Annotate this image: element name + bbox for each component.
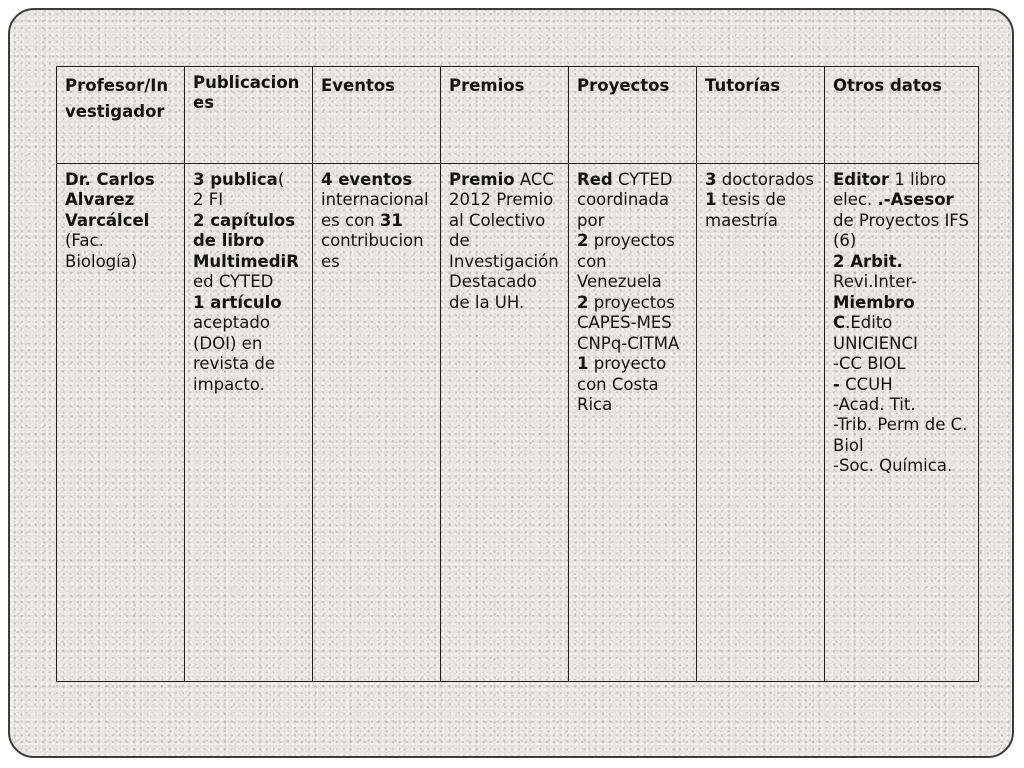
eventos-2-rest: contribuciones	[321, 231, 424, 271]
header-tutorias: Tutorías	[697, 67, 825, 164]
tut-1-bold: 3	[705, 170, 717, 189]
cell-otros	[825, 164, 979, 682]
cell-profesor	[57, 164, 185, 682]
cell-proyectos	[569, 164, 697, 682]
otros-6: -CC BIOL	[833, 354, 906, 374]
otros-1-bold: Editor	[833, 170, 890, 189]
cell-premios	[441, 164, 569, 682]
pub-3-bold: 2 capítulos de libro MultimediR	[193, 210, 299, 271]
header-premios: Premios	[441, 67, 569, 164]
otros-4-bold: Miembro	[833, 292, 915, 312]
otros-1-rest: 1 libro elec.	[833, 170, 947, 210]
pub-1-bold: 3 publica	[193, 170, 278, 189]
pub-4-bold: 1 artículo	[193, 292, 282, 312]
profesor-faculty-1: (Fac.	[65, 231, 104, 251]
pub-3-rest: ed CYTED	[193, 272, 274, 292]
proy-1-bold: Red	[577, 170, 613, 189]
eventos-1-bold: 4 eventos	[321, 170, 413, 189]
otros-5-bold: C	[833, 313, 846, 333]
tut-2-rest: tesis de maestría	[705, 190, 787, 230]
profesor-faculty-2: Biología)	[65, 251, 138, 271]
proy-4-rest: proyecto con Costa Rica	[577, 354, 667, 414]
otros-10: -Soc. Química.	[833, 456, 953, 476]
proy-4-bold: 1	[577, 354, 589, 374]
otros-7-rest: CCUH	[845, 374, 893, 394]
proy-3-bold: 2	[577, 292, 589, 312]
cell-tutorias	[697, 164, 825, 682]
slide-frame	[8, 8, 1014, 758]
cell-publicaciones	[185, 164, 313, 682]
otros-2-rest: de Proyectos IFS (6)	[833, 210, 969, 251]
pub-1-rest: (	[277, 170, 285, 189]
header-otros: Otros datos	[825, 67, 979, 164]
header-profesor: Profesor/Investigador	[57, 67, 185, 164]
tut-1-rest: doctorados	[721, 170, 814, 189]
otros-7-bold: -	[833, 374, 840, 394]
header-eventos: Eventos	[313, 67, 441, 164]
profesor-name-2: Alvarez	[65, 190, 135, 210]
profesor-name-3: Varcálcel	[65, 210, 150, 230]
header-proyectos: Proyectos	[569, 67, 697, 164]
cell-eventos	[313, 164, 441, 682]
otros-3-bold: 2 Arbit.	[833, 251, 903, 271]
eventos-2-bold: 31	[379, 210, 403, 230]
eventos-1-rest: internacionales con	[321, 190, 429, 230]
otros-2-bold: .-Asesor	[877, 190, 954, 210]
pub-2: 2 FI	[193, 190, 224, 210]
premios-rest: ACC 2012 Premio al Colectivo de Investigación Destacado de la UH.	[449, 170, 559, 312]
proy-2-rest: proyectos con Venezuela	[577, 231, 675, 292]
researcher-table	[56, 66, 979, 682]
header-publicaciones: Publicaciones	[185, 67, 313, 164]
header-row	[57, 67, 979, 164]
proy-2-bold: 2	[577, 231, 589, 251]
proy-1-rest: CYTED coordinada por	[577, 170, 673, 230]
proy-3-rest: proyectos CAPES-MES CNPq-CITMA	[577, 292, 680, 353]
otros-3-rest: Revi.Inter-	[833, 272, 918, 292]
tut-2-bold: 1	[705, 190, 717, 210]
profesor-name-1: Dr. Carlos	[65, 170, 155, 189]
otros-5-rest: .Edito UNICIENCI	[833, 313, 918, 353]
otros-8: -Acad. Tit.	[833, 394, 916, 414]
pub-4-rest: aceptado (DOI) en revista de impacto.	[193, 313, 275, 394]
table-row	[57, 164, 979, 682]
premios-bold: Premio	[449, 170, 515, 189]
otros-9: -Trib. Perm de C. Biol	[833, 415, 968, 455]
